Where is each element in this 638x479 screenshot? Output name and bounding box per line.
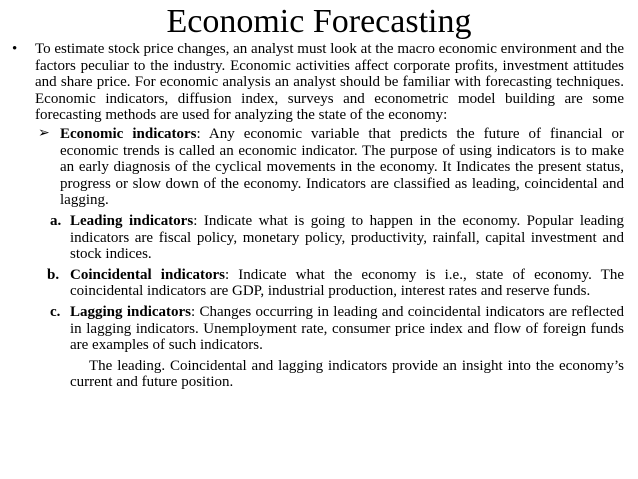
leading-indicators-text: : Indicate what is going to happen in the economy. Popular leading indicators are fiscal policy, monetary policy, productivity, rainfall, capital investment and stock indices.: [70, 212, 624, 263]
intro-paragraph: [12, 41, 624, 124]
coincidental-indicators-paragraph: [70, 267, 624, 300]
closing-text: The leading. Coincidental and lagging indicators provide an insight into the economy’s current and future position.: [70, 357, 624, 391]
lagging-indicators-text: : Changes occurring in leading and coincidental indicators are reflected in lagging indicators. Unemployment rate, consumer price index and flow of foreign funds are examples of such indicators.: [70, 303, 624, 354]
bullet-icon: •: [12, 41, 18, 57]
arrow-bullet-icon: ➢: [38, 125, 50, 141]
coincidental-indicators-item: [12, 267, 624, 300]
economic-indicators-item: [12, 126, 624, 209]
leading-indicators-term: Leading indicators: [70, 212, 194, 229]
leading-letter: a.: [50, 212, 62, 229]
economic-indicators-term: Economic indicators: [60, 125, 197, 142]
coincidental-indicators-term: Coincidental indicators: [70, 266, 225, 283]
economic-indicators-text: : Any economic variable that predicts the future of financial or economic trends is called an economic indicator. The purpose of using indicators is to make an early diagnosis of the cyclical movements in the economy. It Indicates the present status, progress or slow down of the economy. Indicators are classified as leading, coincidental and lagging.: [60, 125, 624, 209]
lagging-indicators-item: [12, 304, 624, 354]
closing-paragraph: [70, 358, 624, 391]
slide-title: Economic Forecasting: [166, 3, 472, 40]
slide-body: [12, 41, 624, 391]
lagging-letter: c.: [50, 303, 61, 320]
coincidental-letter: b.: [47, 266, 60, 283]
leading-indicators-item: [12, 213, 624, 263]
closing-item: [12, 358, 624, 391]
economic-indicators-paragraph: [60, 126, 624, 209]
lagging-indicators-paragraph: [70, 304, 624, 354]
intro-text: To estimate stock price changes, an analyst must look at the macro economic environment and the factors peculiar to the industry. Economic activities affect corporate profits, investment attitudes and share price. For economic analysis an analyst should be familiar with forecasting techniques. Economic indicators, diffusion index, surveys and econometric model building are some forecasting methods are used for analyzing the state of the economy:: [35, 41, 624, 124]
leading-indicators-paragraph: [70, 213, 624, 263]
lagging-indicators-term: Lagging indicators: [70, 303, 192, 320]
coincidental-indicators-text: : Indicate what the economy is i.e., state of economy. The coincidental indicators are GDP, industrial production, interest rates and reserve funds.: [70, 266, 624, 300]
